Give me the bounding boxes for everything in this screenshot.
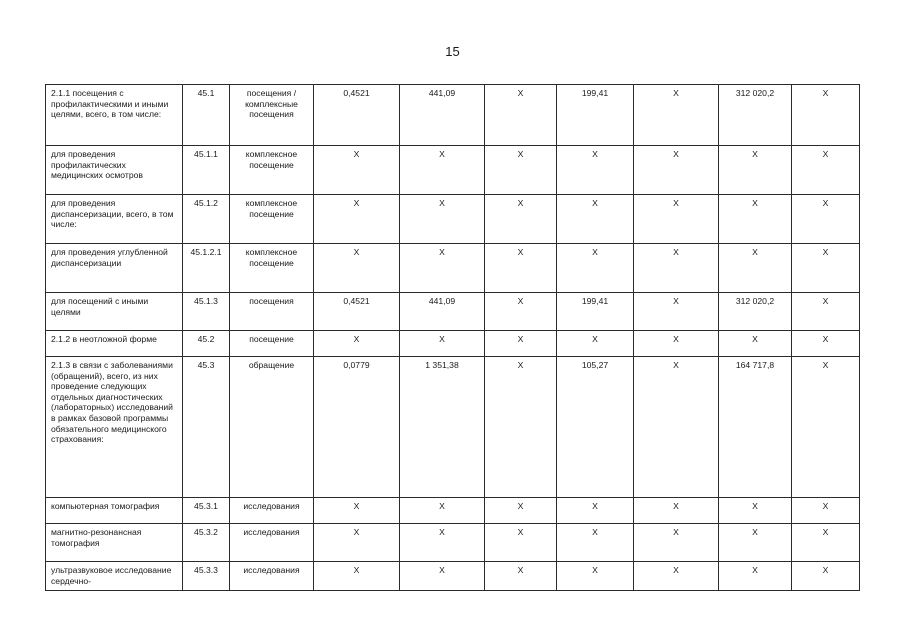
table-row <box>46 498 860 524</box>
value-cell: Х <box>719 524 792 562</box>
value-cell: Х <box>792 562 860 591</box>
value-cell: 0,4521 <box>314 293 400 331</box>
value-cell: 105,27 <box>557 357 634 498</box>
value-cell: Х <box>792 85 860 146</box>
row-unit-cell: посещение <box>230 331 314 357</box>
table-row <box>46 357 860 498</box>
value-cell: Х <box>557 331 634 357</box>
value-cell: Х <box>400 146 485 195</box>
row-code-cell: 45.3.2 <box>183 524 230 562</box>
value-cell: Х <box>485 293 557 331</box>
row-code-cell: 45.3 <box>183 357 230 498</box>
value-cell: Х <box>719 498 792 524</box>
value-cell: Х <box>314 562 400 591</box>
row-unit-cell: исследования <box>230 524 314 562</box>
row-code-cell: 45.1 <box>183 85 230 146</box>
row-code-cell: 45.1.2.1 <box>183 244 230 293</box>
value-cell: Х <box>485 562 557 591</box>
row-name-cell: магнитно-резонансная томография <box>46 524 183 562</box>
value-cell: Х <box>634 524 719 562</box>
value-cell: Х <box>719 331 792 357</box>
value-cell: Х <box>314 524 400 562</box>
row-code-cell: 45.3.3 <box>183 562 230 591</box>
row-unit-cell: исследования <box>230 562 314 591</box>
value-cell: Х <box>719 562 792 591</box>
value-cell: Х <box>557 498 634 524</box>
value-cell: Х <box>792 498 860 524</box>
value-cell: 1 351,38 <box>400 357 485 498</box>
value-cell: Х <box>314 498 400 524</box>
value-cell: Х <box>634 195 719 244</box>
table-row <box>46 146 860 195</box>
row-name-cell: для проведения диспансеризации, всего, в том числе: <box>46 195 183 244</box>
value-cell: Х <box>792 357 860 498</box>
table-row <box>46 293 860 331</box>
value-cell: Х <box>634 293 719 331</box>
row-unit-cell: исследования <box>230 498 314 524</box>
row-name-cell: компьютерная томография <box>46 498 183 524</box>
row-name-cell: ультразвуковое исследование сердечно- <box>46 562 183 591</box>
value-cell: Х <box>400 244 485 293</box>
value-cell: Х <box>485 498 557 524</box>
value-cell: 312 020,2 <box>719 293 792 331</box>
value-cell: Х <box>485 146 557 195</box>
value-cell: Х <box>634 331 719 357</box>
value-cell: Х <box>634 562 719 591</box>
value-cell: Х <box>557 146 634 195</box>
table-row <box>46 562 860 591</box>
row-name-cell: для проведения профилактических медицинских осмотров <box>46 146 183 195</box>
row-code-cell: 45.3.1 <box>183 498 230 524</box>
row-name-cell: для посещений с иными целями <box>46 293 183 331</box>
row-name-cell: 2.1.2 в неотложной форме <box>46 331 183 357</box>
value-cell: Х <box>400 331 485 357</box>
row-code-cell: 45.1.2 <box>183 195 230 244</box>
value-cell: 312 020,2 <box>719 85 792 146</box>
row-unit-cell: посещения / комплексные посещения <box>230 85 314 146</box>
value-cell: Х <box>557 195 634 244</box>
value-cell: Х <box>485 524 557 562</box>
value-cell: Х <box>719 146 792 195</box>
value-cell: Х <box>719 244 792 293</box>
value-cell: Х <box>792 293 860 331</box>
value-cell: 0,4521 <box>314 85 400 146</box>
value-cell: Х <box>485 244 557 293</box>
table-row <box>46 85 860 146</box>
value-cell: 199,41 <box>557 85 634 146</box>
value-cell: Х <box>719 195 792 244</box>
value-cell: Х <box>314 244 400 293</box>
row-name-cell: для проведения углубленной диспансеризации <box>46 244 183 293</box>
value-cell: Х <box>485 331 557 357</box>
value-cell: Х <box>792 524 860 562</box>
value-cell: Х <box>792 331 860 357</box>
row-code-cell: 45.2 <box>183 331 230 357</box>
value-cell: Х <box>314 195 400 244</box>
value-cell: Х <box>792 195 860 244</box>
value-cell: Х <box>485 85 557 146</box>
value-cell: Х <box>400 524 485 562</box>
value-cell: Х <box>634 85 719 146</box>
row-unit-cell: комплексное посещение <box>230 195 314 244</box>
value-cell: Х <box>634 146 719 195</box>
value-cell: 199,41 <box>557 293 634 331</box>
value-cell: Х <box>557 562 634 591</box>
table-row <box>46 524 860 562</box>
row-code-cell: 45.1.3 <box>183 293 230 331</box>
value-cell: Х <box>634 498 719 524</box>
value-cell: Х <box>485 195 557 244</box>
value-cell: Х <box>485 357 557 498</box>
value-cell: Х <box>557 244 634 293</box>
volume-cost-table <box>45 84 860 591</box>
row-name-cell: 2.1.3 в связи с заболеваниями (обращений), всего, из них проведение следующих отдельных диагностических (лабораторных) исследований в рамках базовой программы обязательного медицинского страхования: <box>46 357 183 498</box>
row-code-cell: 45.1.1 <box>183 146 230 195</box>
value-cell: Х <box>557 524 634 562</box>
value-cell: Х <box>634 244 719 293</box>
value-cell: 441,09 <box>400 293 485 331</box>
value-cell: Х <box>400 498 485 524</box>
row-name-cell: 2.1.1 посещения с профилактическими и иными целями, всего, в том числе: <box>46 85 183 146</box>
value-cell: Х <box>314 146 400 195</box>
row-unit-cell: комплексное посещение <box>230 244 314 293</box>
value-cell: Х <box>314 331 400 357</box>
table-row <box>46 331 860 357</box>
value-cell: 164 717,8 <box>719 357 792 498</box>
value-cell: 0,0779 <box>314 357 400 498</box>
row-unit-cell: обращение <box>230 357 314 498</box>
table-row <box>46 195 860 244</box>
row-unit-cell: посещения <box>230 293 314 331</box>
value-cell: 441,09 <box>400 85 485 146</box>
value-cell: Х <box>792 146 860 195</box>
value-cell: Х <box>400 562 485 591</box>
value-cell: Х <box>792 244 860 293</box>
table-row <box>46 244 860 293</box>
value-cell: Х <box>634 357 719 498</box>
page-number: 15 <box>445 44 460 59</box>
row-unit-cell: комплексное посещение <box>230 146 314 195</box>
value-cell: Х <box>400 195 485 244</box>
